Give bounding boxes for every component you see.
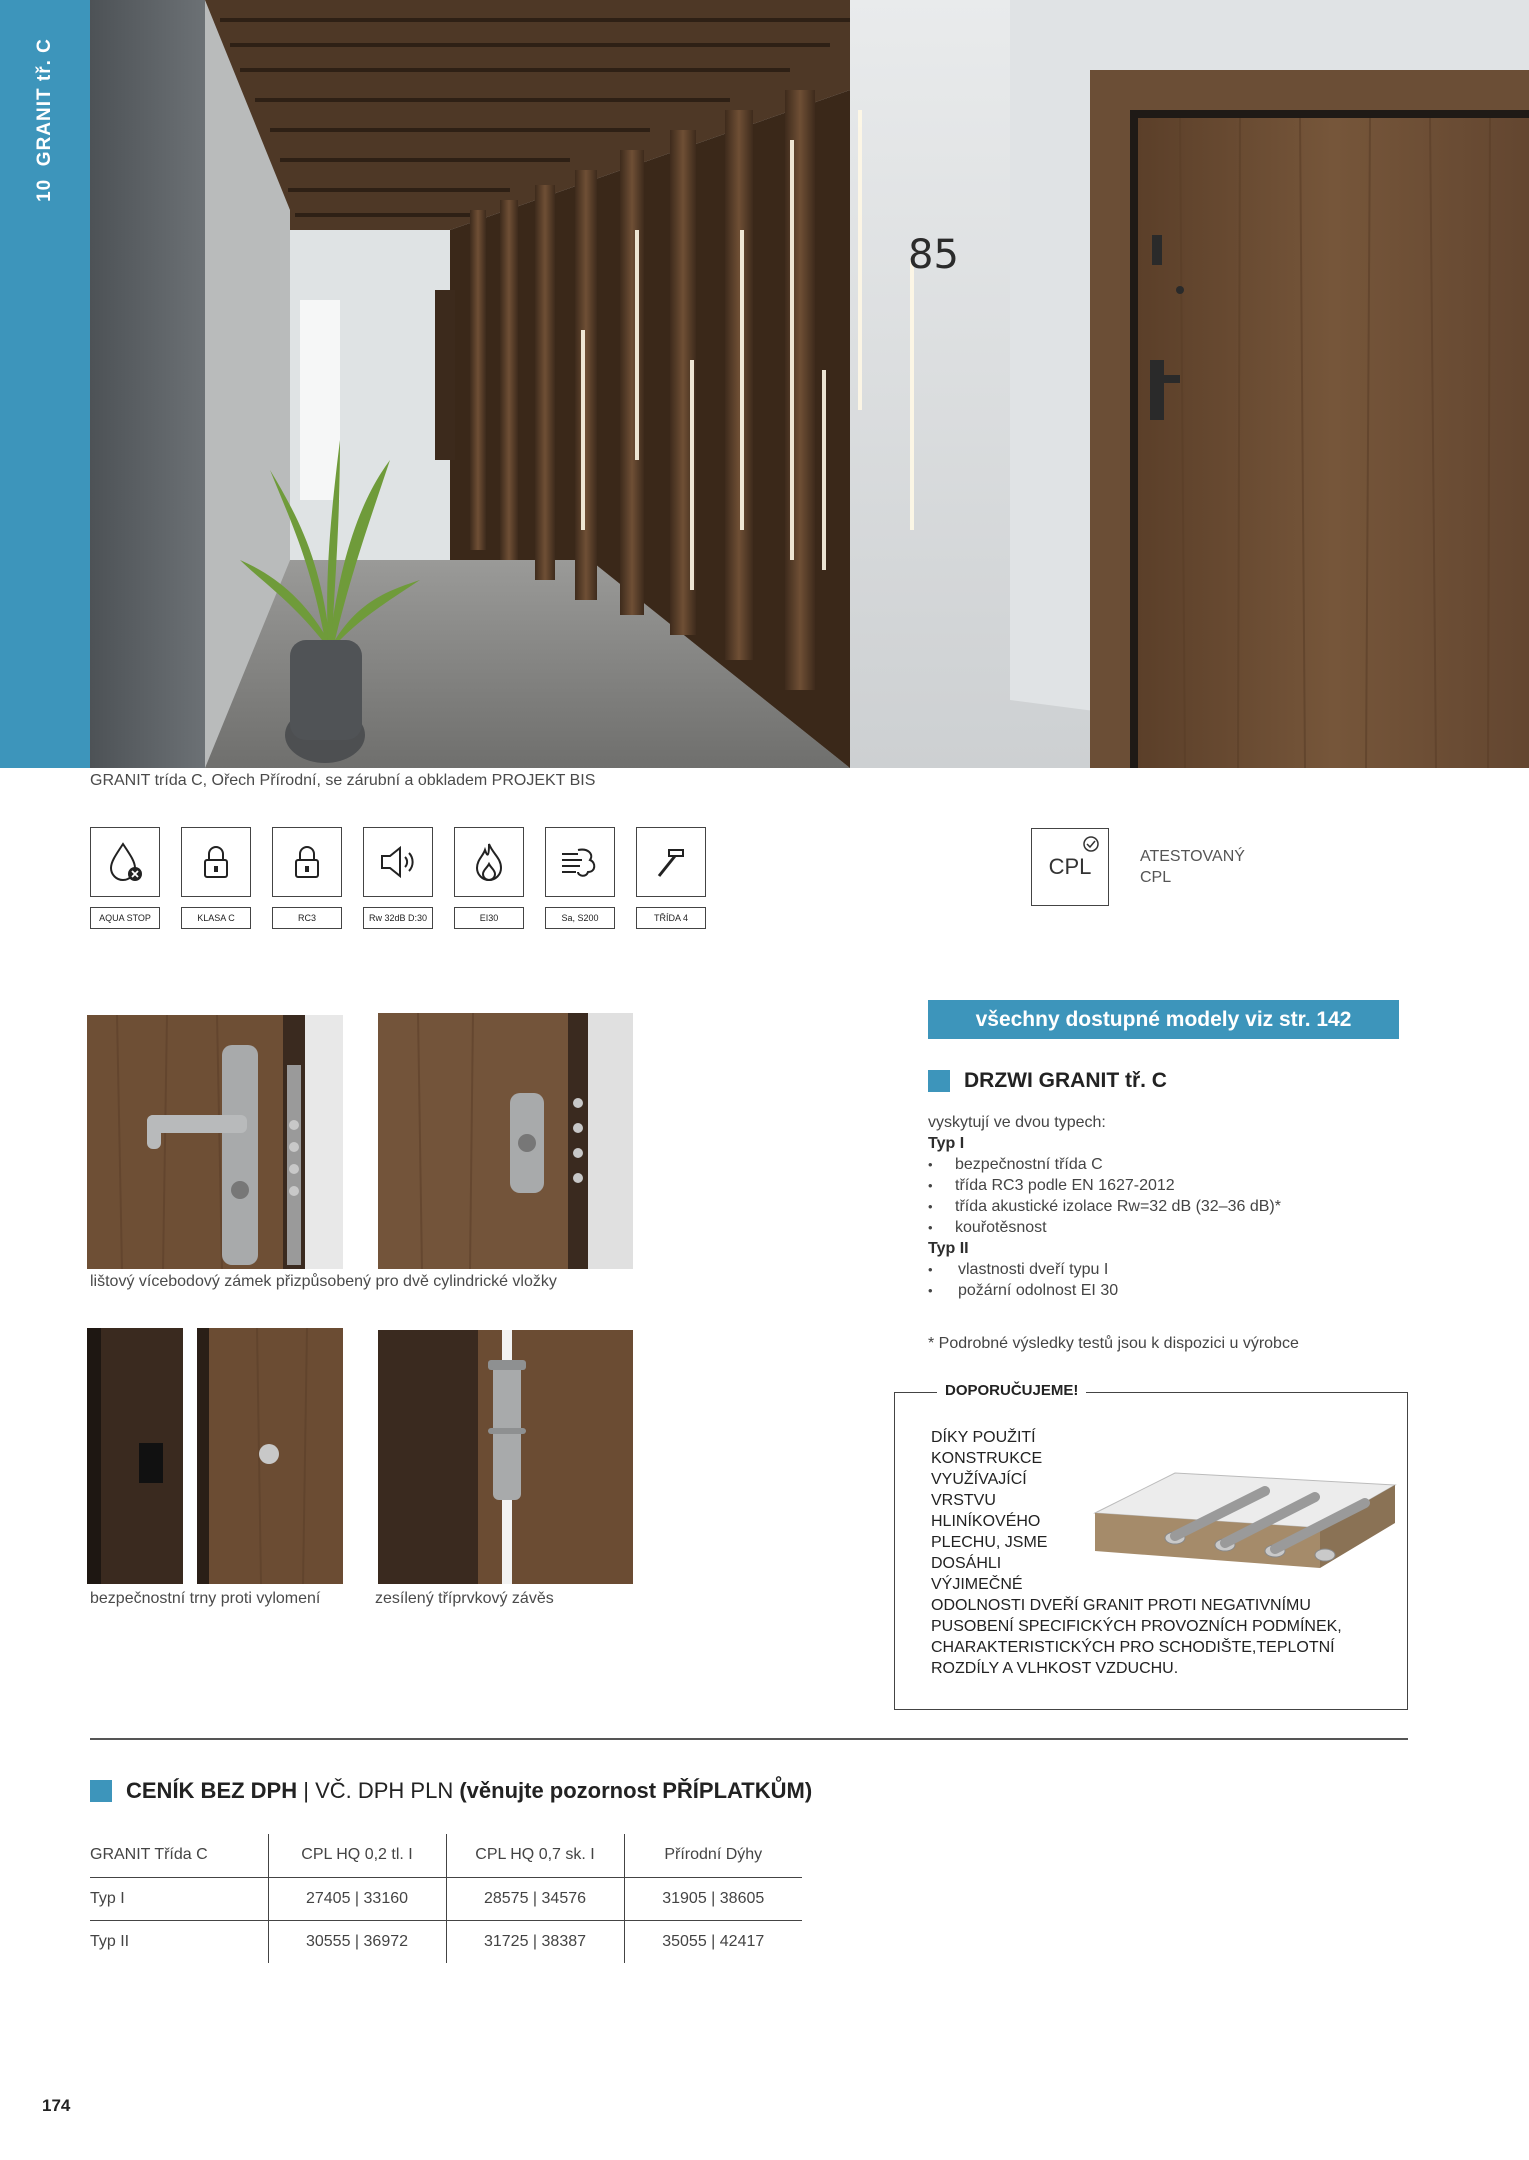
type2-title: Typ II <box>928 1240 969 1257</box>
type1-title: Typ I <box>928 1135 965 1152</box>
hinge-caption: zesílený tříprvkový závěs <box>375 1590 554 1607</box>
door-cross-section-illustration <box>1075 1433 1405 1583</box>
section-tab <box>0 0 90 768</box>
hero-photo <box>90 0 1529 768</box>
table-row <box>90 1877 802 1920</box>
footnote: * Podrobné výsledky testů jsou k dispozici u výrobce <box>928 1335 1299 1352</box>
table-cell: 28575 | 34576 <box>446 1877 624 1920</box>
list-item: • vlastnosti dveří typu I <box>928 1259 1408 1280</box>
all-models-link[interactable]: všechny dostupné modely viz str. 142 <box>928 1000 1399 1039</box>
product-description: vyskytují ve dvou typech: Typ I • bezpečnostní třída C • třída RC3 podle EN 1627-2012 • třída akustické izolace Rw=32 dB (32–36 dB)* • kouřotěsnost Typ II • vlastnosti dveří typu I • požární odolnost EI 30 <box>928 1112 1408 1301</box>
anti-burglary-bolt-photo-2 <box>197 1328 343 1584</box>
water-drop-x-icon <box>103 840 147 884</box>
certified-check-icon <box>1082 835 1100 853</box>
product-title: DRZWI GRANIT tř. C <box>964 1069 1167 1092</box>
hinge-photo <box>378 1330 633 1584</box>
recommend-title: DOPORUČUJEME! <box>937 1382 1086 1399</box>
speaker-icon <box>376 842 420 882</box>
type1-list <box>928 1154 1408 1238</box>
type2-list <box>928 1259 1408 1301</box>
table-header-cell: CPL HQ 0,2 tl. I <box>268 1834 446 1877</box>
door-number: 85 <box>908 232 959 278</box>
table-header-row <box>90 1834 802 1877</box>
list-item: • požární odolnost EI 30 <box>928 1280 1408 1301</box>
price-table <box>90 1834 802 1963</box>
table-cell: 31725 | 38387 <box>446 1920 624 1963</box>
lock-caption: lištový vícebodový zámek přizpůsobený pro dvě cylindrické vložky <box>90 1273 557 1290</box>
anti-burglary-caption: bezpečnostní trny proti vylomení <box>90 1590 321 1607</box>
feature-label: EI30 <box>454 907 524 929</box>
feature-label: AQUA STOP <box>90 907 160 929</box>
price-heading: CENÍK BEZ DPH | VČ. DPH PLN (věnujte pozornost PŘÍPLATKŮM) <box>90 1778 812 1804</box>
feature-fire <box>454 827 524 929</box>
padlock-icon <box>196 842 236 882</box>
table-cell: 31905 | 38605 <box>624 1877 802 1920</box>
flame-icon <box>469 840 509 884</box>
table-cell: Typ I <box>90 1877 268 1920</box>
list-item: • třída akustické izolace Rw=32 dB (32–36 dB)* <box>928 1196 1408 1217</box>
product-heading <box>928 1069 1167 1093</box>
feature-label: Sa, S200 <box>545 907 615 929</box>
hero-caption: GRANIT trída C, Ořech Přírodní, se zárubní a obkladem PROJEKT BIS <box>90 772 596 789</box>
feature-label: KLASA C <box>181 907 251 929</box>
list-item: • bezpečnostní třída C <box>928 1154 1408 1175</box>
feature-klasa-c <box>181 827 251 929</box>
recommend-text: DÍKY POUŽITÍ KONSTRUKCE VYUŽÍVAJÍCÍ VRSTVU HLINÍKOVÉHO PLECHU, JSME DOSÁHLI VÝJIMEČNÉ ODOLNOSTI DVEŘÍ GRANIT PROTI NEGATIVNÍMU PUSOBENÍ SPECIFICKÝCH PROVOZNÍCH PODMÍNEK, CHARAKTERISTICKÝCH PRO SCHODIŠTE,TEPLOTNÍ ROZDÍLY A VLHKOST VZDUCHU. <box>931 1429 1342 1677</box>
feature-aqua-stop <box>90 827 160 929</box>
heading-square-icon <box>90 1780 112 1802</box>
feature-class-4 <box>636 827 706 929</box>
cpl-label: ATESTOVANÝ CPL <box>1140 848 1245 886</box>
recommend-box <box>894 1382 1408 1710</box>
hammer-icon <box>651 842 691 882</box>
table-cell: 27405 | 33160 <box>268 1877 446 1920</box>
smoke-icon <box>558 842 602 882</box>
feature-label: RC3 <box>272 907 342 929</box>
section-number: 10 <box>34 178 55 202</box>
table-row <box>90 1920 802 1963</box>
feature-label: Rw 32dB D:30 <box>363 907 433 929</box>
table-header-cell: CPL HQ 0,7 sk. I <box>446 1834 624 1877</box>
table-header-cell: GRANIT Třída C <box>90 1834 268 1877</box>
divider <box>90 1738 1408 1740</box>
page-number: 174 <box>42 2096 71 2115</box>
anti-burglary-bolt-photo-1 <box>87 1328 183 1584</box>
table-header-cell: Přírodní Dýhy <box>624 1834 802 1877</box>
feature-label: TŘÍDA 4 <box>636 907 706 929</box>
padlock-icon <box>287 842 327 882</box>
table-cell: 35055 | 42417 <box>624 1920 802 1963</box>
list-item: • třída RC3 podle EN 1627-2012 <box>928 1175 1408 1196</box>
corridor-illustration <box>90 0 1529 768</box>
list-item: • kouřotěsnost <box>928 1217 1408 1238</box>
cpl-badge: CPL <box>1031 828 1109 906</box>
section-title: GRANIT tř. C <box>34 38 55 167</box>
table-cell: Typ II <box>90 1932 130 1950</box>
lock-handle-photo <box>87 1015 343 1269</box>
feature-smoke <box>545 827 615 929</box>
feature-acoustic <box>363 827 433 929</box>
table-cell: 30555 | 36972 <box>268 1920 446 1963</box>
feature-rc3 <box>272 827 342 929</box>
lock-cylinder-photo <box>378 1013 633 1269</box>
heading-square-icon <box>928 1070 950 1092</box>
